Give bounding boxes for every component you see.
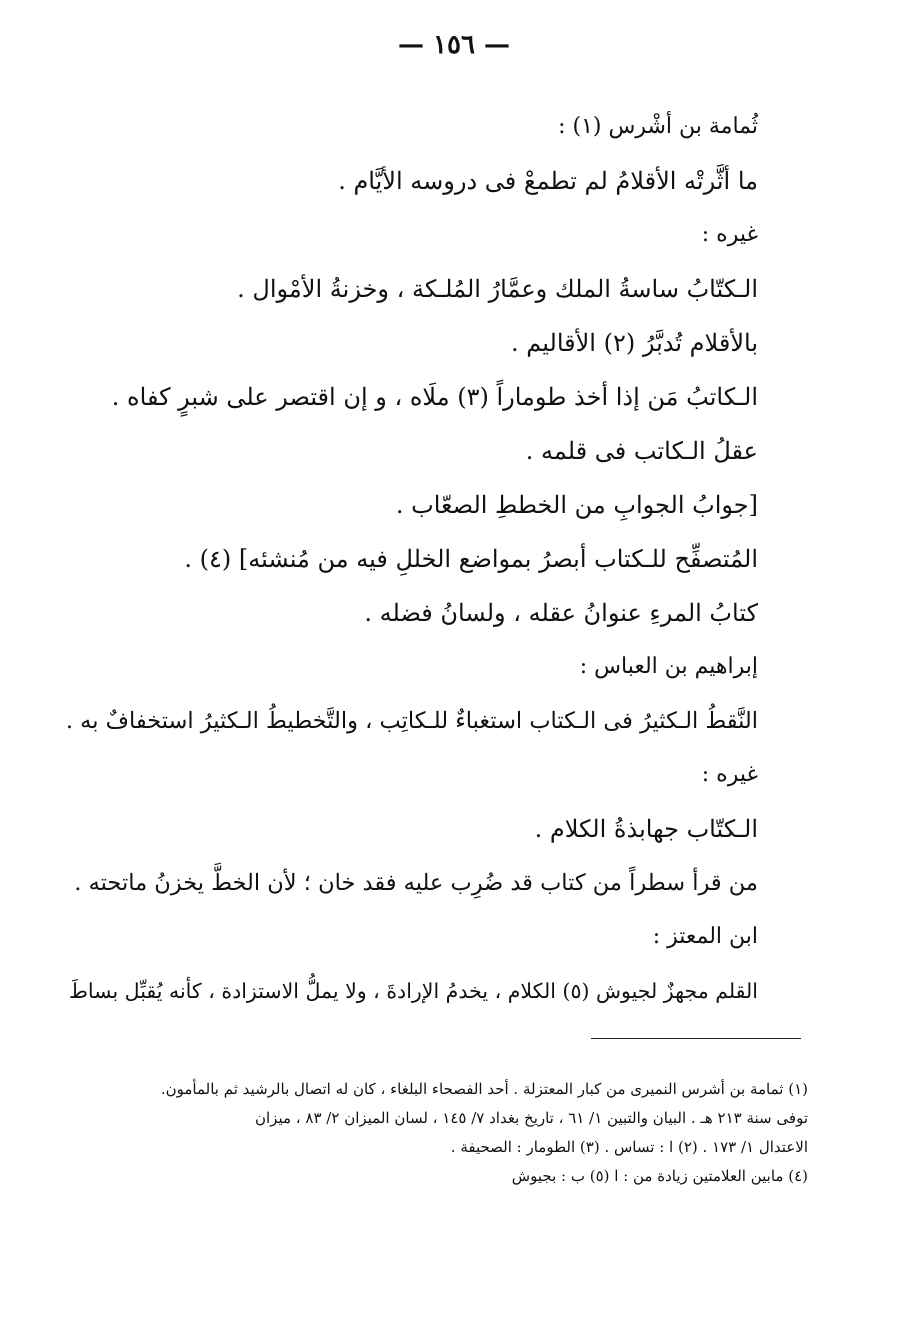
- text-line: النَّقطُ الـكثيرُ فى الـكتاب استغباءٌ للـكاتِب ، والتَّخطيطُ الـكثيرُ استخفافٌ به .: [65, 708, 758, 734]
- text-line: القلم مجهزٌ لجيوش (٥) الكلام ، يخدمُ الإرادةَ ، ولا يملُّ الاستزادة ، كأنه يُقبِّل بساطَ: [68, 979, 758, 1003]
- text-line: إبراهيم بن العباس :: [579, 654, 758, 679]
- text-line: ما أثَّرتْه الأقلامُ لم تطمعْ فى دروسه الأيَّام .: [338, 167, 758, 195]
- text-line: غيره :: [701, 222, 758, 247]
- text-line: بالأقلام تُدبَّرُ (٢) الأقاليم .: [511, 329, 758, 357]
- text-line: غيره :: [701, 762, 758, 787]
- footnote-line: (٤) مابين العلامتين زيادة من : ا (٥) ب : بجيوش: [511, 1167, 808, 1185]
- footnote-line: الاعتدال ١/ ١٧٣ . (٢) ا : تساس . (٣) الطومار : الصحيفة .: [450, 1138, 808, 1156]
- footnotes: [60, 1075, 808, 1191]
- text-line: ابن المعتز :: [652, 924, 758, 949]
- text-line: الـكتّاب جهابذةُ الكلام .: [534, 815, 758, 843]
- footnote-line: توفى سنة ٢١٣ هـ . البيان والتبين ١/ ٦١ ، تاريخ بغداد ٧/ ١٤٥ ، لسان الميزان ٢/ ٨٣ ، ميزان: [255, 1109, 808, 1127]
- text-line: كتابُ المرءِ عنوانُ عقله ، ولسانُ فضله .: [364, 599, 758, 627]
- main-text: [60, 100, 758, 1018]
- text-line: ثُمامة بن أشْرس (١) :: [558, 114, 758, 139]
- text-line: الـكاتبُ مَن إذا أخذ طوماراً (٣) ملَاه ، و إن اقتصر على شبرٍ كفاه .: [111, 383, 758, 411]
- footnote-line: (١) ثمامة بن أشرس النميرى من كبار المعتزلة . أحد الفصحاء البلغاء ، كان له اتصال بالرشيد ثم بالمأمون.: [160, 1080, 808, 1098]
- page-number: — ١٥٦ —: [397, 30, 511, 60]
- text-line: المُتصفِّح للـكتاب أبصرُ بمواضع الخللِ فيه من مُنشئه] (٤) .: [184, 545, 758, 573]
- text-line: الـكتّابُ ساسةُ الملك وعمَّارُ المُلـكة ، وخزنةُ الأمْوال .: [237, 275, 758, 303]
- text-line: عقلُ الـكاتب فى قلمه .: [525, 437, 758, 465]
- text-line: من قرأ سطراً من كتاب قد ضُرِب عليه فقد خان ؛ لأن الخطَّ يخزنُ ماتحته .: [74, 870, 758, 896]
- text-line: [جوابُ الجوابِ من الخططِ الصعّاب .: [395, 491, 758, 519]
- footnote-divider: [591, 1038, 801, 1039]
